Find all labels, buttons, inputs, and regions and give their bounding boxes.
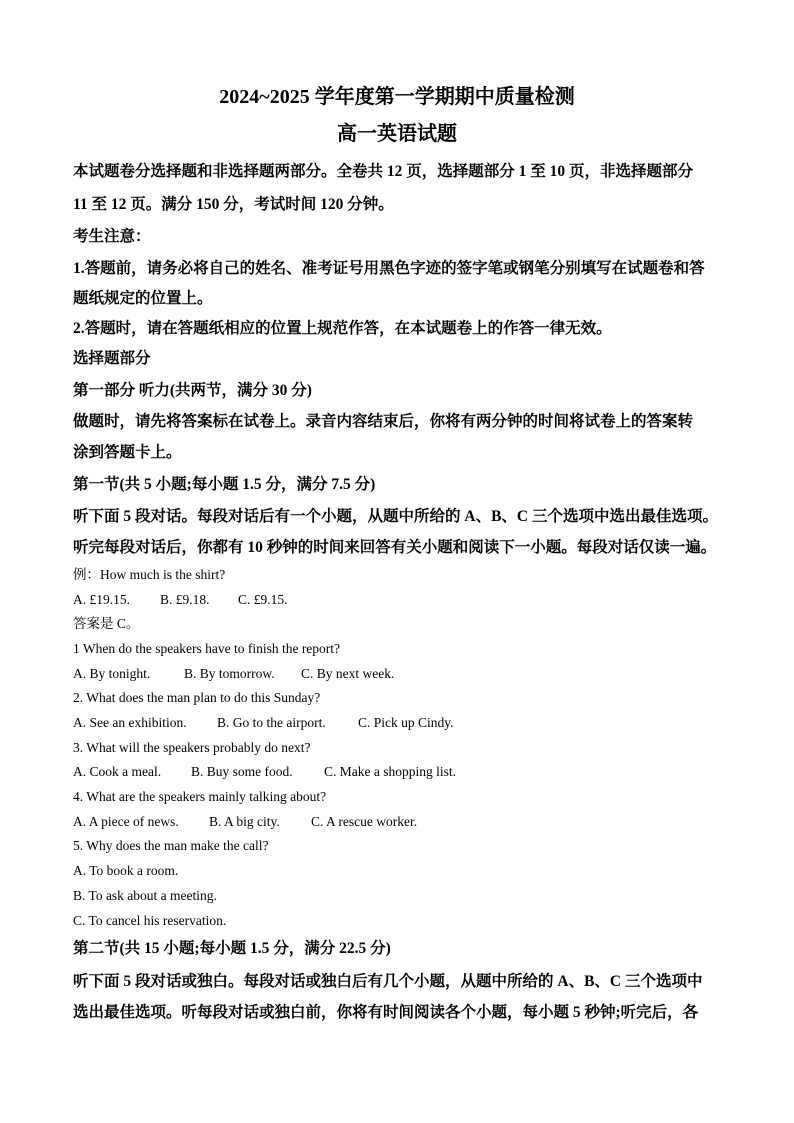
question-1-stem: 1 When do the speakers have to finish the report? (73, 641, 341, 656)
question-1-options (73, 666, 395, 681)
intro-line-1: 本试题卷分选择题和非选择题两部分。全卷共 12 页，选择题部分 1 至 10 页，非选择题部分 (73, 163, 694, 180)
section2-heading: 第二节(共 15 小题;每小题 1.5 分，满分 22.5 分) (73, 940, 391, 957)
example-option-c: C. £9.15. (238, 592, 288, 607)
notice-heading: 考生注意： (73, 228, 151, 245)
question-5-stem: 5. Why does the man make the call? (73, 838, 269, 853)
question-4-option-c: C. A rescue worker. (311, 814, 418, 829)
part-choice-heading: 选择题部分 (73, 350, 151, 367)
listening-heading: 第一部分 听力(共两节，满分 30 分) (73, 382, 312, 399)
question-5-option-b: B. To ask about a meeting. (73, 888, 217, 903)
question-5-option-a: A. To book a room. (73, 863, 179, 878)
exam-subtitle: 高一英语试题 (337, 123, 457, 145)
question-5-option-c: C. To cancel his reservation. (73, 913, 227, 928)
question-2-options (73, 715, 454, 730)
example-answer: 答案是 C。 (73, 616, 140, 631)
section1-instr-line-2: 听完每段对话后，你都有 10 秒钟的时间来回答有关小题和阅读下一小题。每段对话仅读一遍。 (73, 539, 717, 556)
example-option-a: A. £19.15. (73, 592, 130, 607)
question-4-option-a: A. A piece of news. (73, 814, 179, 829)
example-question: 例：How much is the shirt? (73, 567, 226, 582)
question-1-option-c: C. By next week. (301, 666, 395, 681)
question-2-option-a: A. See an exhibition. (73, 715, 187, 730)
question-2-option-c: C. Pick up Cindy. (358, 715, 454, 730)
question-4-option-b: B. A big city. (209, 814, 280, 829)
question-1-option-b: B. By tomorrow. (184, 666, 275, 681)
question-3-stem: 3. What will the speakers probably do next? (73, 740, 311, 755)
notice-item-1-line-2: 题纸规定的位置上。 (73, 290, 213, 307)
listening-instr-line-1: 做题时，请先将答案标在试卷上。录音内容结束后，你将有两分钟的时间将试卷上的答案转 (73, 413, 694, 430)
notice-item-1-line-1: 1.答题前，请务必将自己的姓名、准考证号用黑色字迹的签字笔或钢笔分别填写在试题卷和答 (73, 260, 705, 277)
section2-instr-line-1: 听下面 5 段对话或独白。每段对话或独白后有几个小题，从题中所给的 A、B、C 三个选项中 (73, 973, 703, 990)
notice-item-2: 2.答题时，请在答题纸相应的位置上规范作答，在本试题卷上的作答一律无效。 (73, 320, 612, 337)
question-4-options (73, 814, 418, 829)
question-2-option-b: B. Go to the airport. (217, 715, 326, 730)
question-1-option-a: A. By tonight. (73, 666, 151, 681)
question-3-option-a: A. Cook a meal. (73, 764, 162, 779)
section2-instr-line-2: 选出最佳选项。听每段对话或独白前，你将有时间阅读各个小题，每小题 5 秒钟;听完后，各 (73, 1004, 699, 1021)
question-3-options (73, 764, 456, 779)
section1-heading: 第一节(共 5 小题;每小题 1.5 分，满分 7.5 分) (73, 476, 376, 493)
exam-title: 2024~2025 学年度第一学期期中质量检测 (219, 86, 575, 108)
example-option-b: B. £9.18. (160, 592, 210, 607)
example-options (73, 592, 288, 607)
question-4-stem: 4. What are the speakers mainly talking about? (73, 789, 327, 804)
question-3-option-c: C. Make a shopping list. (324, 764, 456, 779)
question-2-stem: 2. What does the man plan to do this Sunday? (73, 690, 321, 705)
question-3-option-b: B. Buy some food. (191, 764, 293, 779)
listening-instr-line-2: 涂到答题卡上。 (73, 444, 182, 461)
section1-instr-line-1: 听下面 5 段对话。每段对话后有一个小题，从题中所给的 A、B、C 三个选项中选出最佳选项。 (73, 508, 718, 525)
intro-line-2: 11 至 12 页。满分 150 分，考试时间 120 分钟。 (73, 196, 394, 213)
